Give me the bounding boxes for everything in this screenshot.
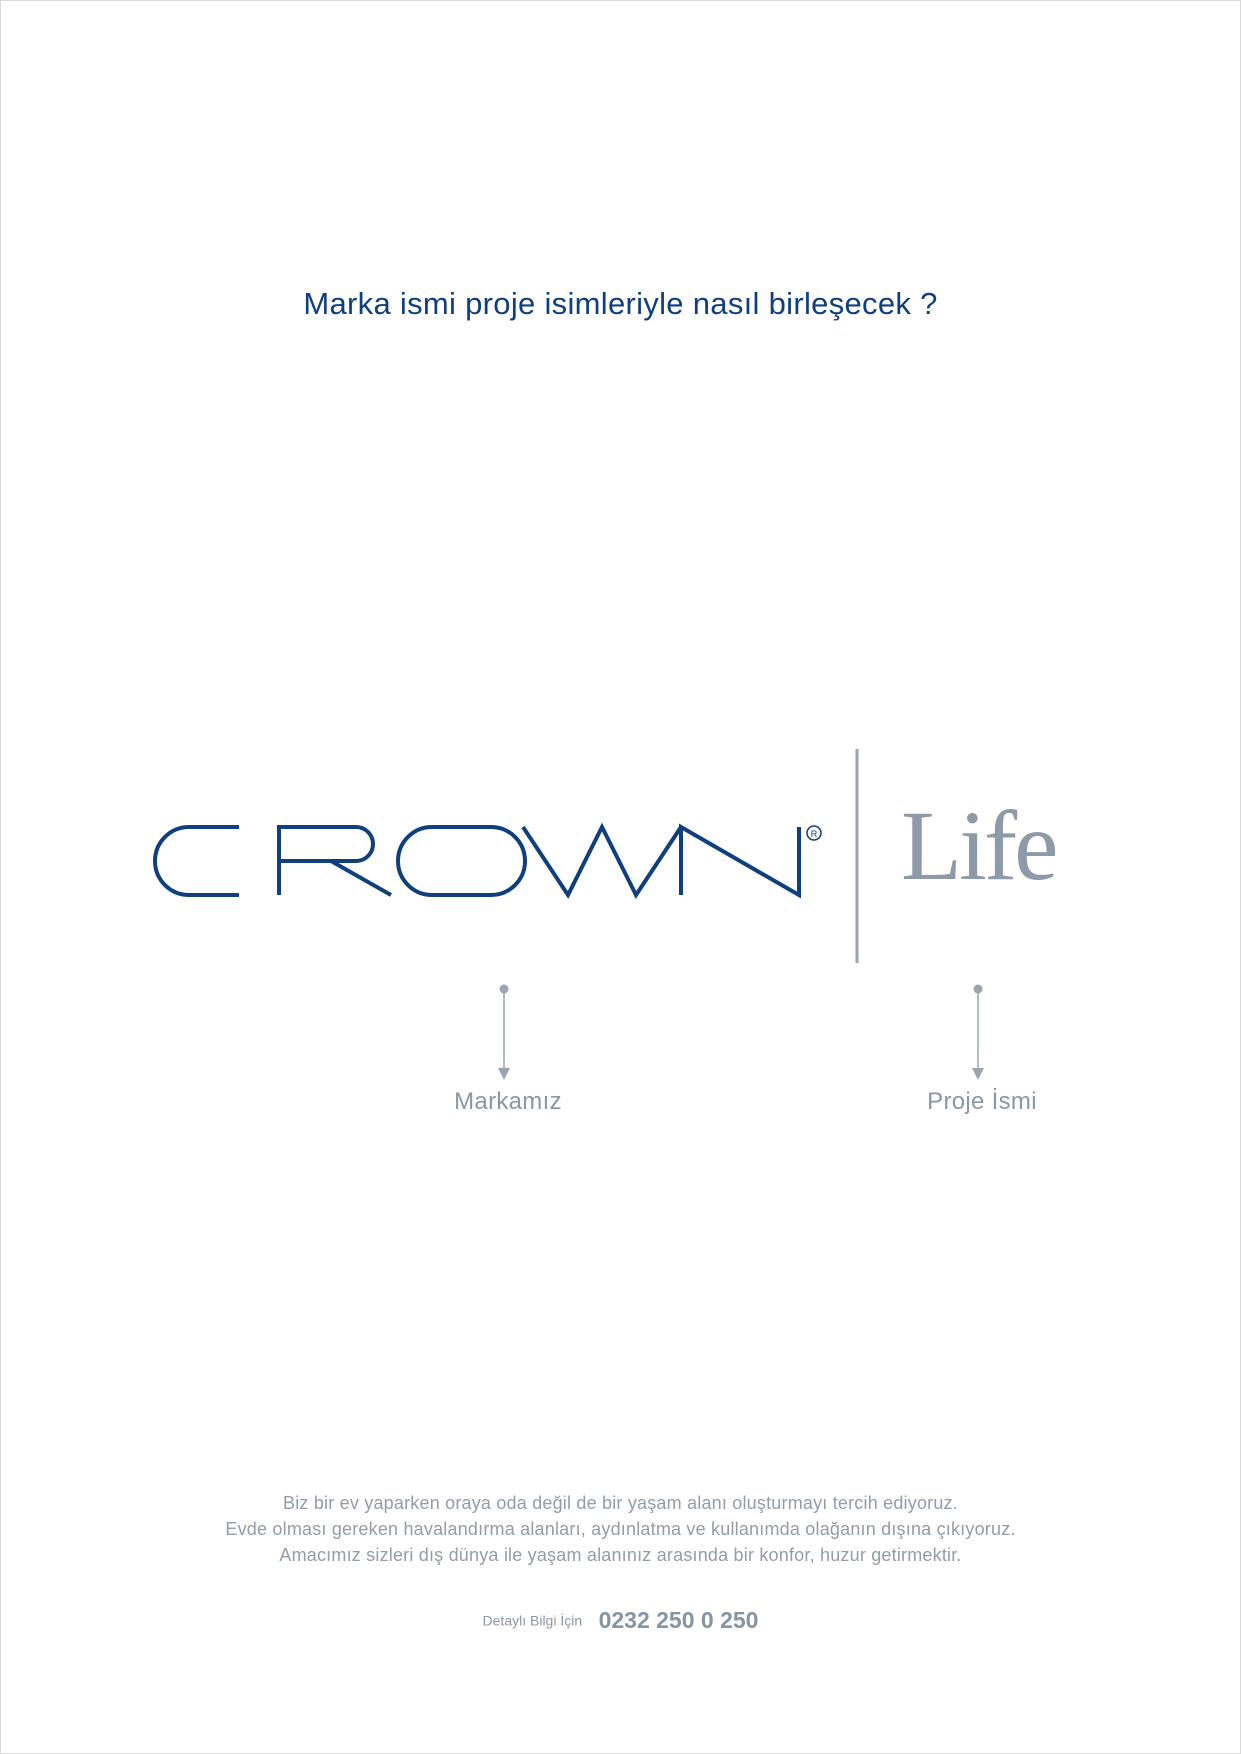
project-label: Proje İsmi bbox=[927, 1088, 1037, 1115]
project-name-life: Life bbox=[901, 790, 1056, 901]
crown-letter-o bbox=[398, 827, 525, 895]
crown-letter-c bbox=[155, 827, 239, 895]
contact-info bbox=[1, 1607, 1240, 1634]
body-line: Biz bir ev yaparken oraya oda değil de bir yaşam alanı oluşturmayı tercih ediyoruz. bbox=[283, 1493, 958, 1513]
brand-arrow-icon bbox=[498, 985, 510, 1080]
page-headline: Marka ismi proje isimleriyle nasıl birleşecek ? bbox=[303, 286, 938, 321]
project-arrow-icon bbox=[972, 985, 984, 1080]
body-paragraph bbox=[1, 1490, 1240, 1568]
svg-text:R: R bbox=[810, 829, 818, 839]
crown-wordmark bbox=[155, 827, 799, 895]
crown-letter-w bbox=[523, 827, 681, 895]
body-line: Amacımız sizleri dış dünya ile yaşam alanınız arasında bir konfor, huzur getirmektir. bbox=[279, 1545, 962, 1565]
contact-label: Detaylı Bilgi İçin bbox=[482, 1612, 583, 1629]
registered-mark bbox=[807, 826, 821, 840]
crown-letter-n bbox=[681, 827, 799, 895]
crown-letter-r bbox=[279, 827, 391, 895]
body-line: Evde olması gereken havalandırma alanları, aydınlatma ve kullanımda olağanın dışına çıkıyoruz. bbox=[225, 1519, 1016, 1539]
brand-label: Markamız bbox=[454, 1088, 562, 1115]
contact-phone[interactable]: 0232 250 0 250 bbox=[598, 1607, 759, 1633]
